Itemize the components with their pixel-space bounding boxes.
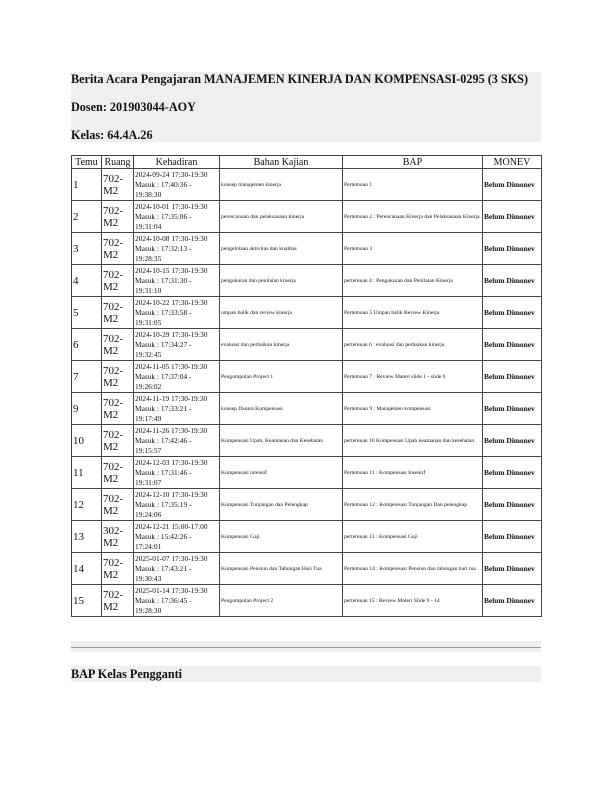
kehadiran-jadwal: 2024-11-05 17:30-19:30 [135,361,208,371]
table-row [72,201,542,233]
cell-monev: Belum Dimonev [483,361,542,393]
cell-temu: 5 [72,297,102,329]
cell-kehadiran [134,425,220,457]
cell-bahan-kajian: umpan balik dan review kinerja [220,297,343,329]
cell-ruang: 702-M2 [102,201,134,233]
cell-monev: Belum Dimonev [483,233,542,265]
cell-temu: 12 [72,489,102,521]
cell-bahan-kajian: perencanaan dan pelaksanaan kinerja [220,201,343,233]
cell-ruang: 302-M2 [102,521,134,553]
kehadiran-jadwal: 2024-12-03 17:30-19:30 [135,457,208,467]
cell-bap: pertemuan 10 Kompensasi Upah keamanan dan kesehatan [343,425,483,457]
cell-bahan-kajian: Kompensasi Gaji [220,521,343,553]
table-row [72,521,542,553]
kehadiran-jadwal: 2024-10-15 17:30-19:30 [135,265,208,275]
cell-bahan-kajian: konsep manajemen kinerja [220,169,343,201]
kehadiran-masuk: Masuk : 17:31:30 - 19:31:10 [135,275,192,295]
cell-ruang: 702-M2 [102,329,134,361]
cell-bap: pertemuan 15 : Review Materi Slide 9 - 14 [343,585,483,617]
kehadiran-masuk: Masuk : 17:33:58 - 19:31:05 [135,307,192,327]
cell-kehadiran [134,201,220,233]
kehadiran-masuk: Masuk : 17:33:21 - 19:17:49 [135,403,192,423]
cell-temu: 10 [72,425,102,457]
cell-bap: pertemuan 4 : Pengukuran dan Penilaian Kinerja [343,265,483,297]
cell-kehadiran [134,489,220,521]
header-monev: MONEV [483,156,542,169]
cell-bahan-kajian: evaluasi dan perbaikan kinerja [220,329,343,361]
kehadiran-jadwal: 2024-12-21 15:00-17:00 [135,521,208,531]
cell-bap: Pertemuan 11 : Kompensasi Insentif [343,457,483,489]
cell-kehadiran [134,457,220,489]
cell-bahan-kajian: konsep Dasara Kompensasi [220,393,343,425]
cell-kehadiran [134,169,220,201]
cell-bahan-kajian: pengelolaan aktivitas dan kualitas [220,233,343,265]
table-row [72,361,542,393]
table-header-row [72,156,542,169]
cell-kehadiran [134,585,220,617]
cell-bap: Pertemuan 7 : Review Materi slide 1 - slide 6 [343,361,483,393]
cell-bap: Pertemuan 1 [343,169,483,201]
kehadiran-jadwal: 2024-10-29 17:30-19:30 [135,329,208,339]
header-bahan-kajian: Bahan Kajian [220,156,343,169]
cell-kehadiran [134,297,220,329]
cell-temu: 14 [72,553,102,585]
cell-temu: 15 [72,585,102,617]
kehadiran-masuk: Masuk : 17:37:04 - 19:26:02 [135,371,192,391]
table-row [72,297,542,329]
dosen-line: Dosen: 201903044-AOY [71,100,196,114]
cell-temu: 1 [72,169,102,201]
cell-bap: Pertemuan 9 : Manajemen kompensasi [343,393,483,425]
cell-kehadiran [134,233,220,265]
cell-ruang: 702-M2 [102,553,134,585]
cell-monev: Belum Dimonev [483,169,542,201]
cell-monev: Belum Dimonev [483,393,542,425]
cell-bahan-kajian: Kompensasi Tunjangan dan Pelengkap [220,489,343,521]
table-row [72,553,542,585]
cell-monev: Belum Dimonev [483,553,542,585]
header-kehadiran: Kehadiran [134,156,220,169]
cell-temu: 7 [72,361,102,393]
cell-kehadiran [134,553,220,585]
kehadiran-jadwal: 2024-12-10 17:30-19:30 [135,489,208,499]
cell-temu: 9 [72,393,102,425]
cell-kehadiran [134,521,220,553]
table-row [72,265,542,297]
cell-bap: Pertemuan 12 : Kompensasi Tunjangan Dan pelengkap [343,489,483,521]
kehadiran-jadwal: 2024-10-08 17:30-19:30 [135,233,208,243]
kehadiran-jadwal: 2024-09-24 17:30-19:30 [135,169,208,179]
kehadiran-masuk: Masuk : 17:34:27 - 19:32:45 [135,339,192,359]
kehadiran-masuk: Masuk : 17:40:36 - 19:38:30 [135,179,192,199]
cell-bahan-kajian: pengukuran dan penilaian kinerja [220,265,343,297]
cell-monev: Belum Dimonev [483,201,542,233]
cell-kehadiran [134,265,220,297]
course-title: Berita Acara Pengajaran MANAJEMEN KINERJA DAN KOMPENSASI-0295 (3 SKS) [71,72,529,86]
section-title: BAP Kelas Pengganti [71,667,183,681]
divider [71,647,541,648]
kehadiran-masuk: Masuk : 17:35:19 - 19:24:06 [135,499,192,519]
cell-bahan-kajian: Kompensasi Pensiun dan Tabungan Hari Tua [220,553,343,585]
cell-ruang: 702-M2 [102,585,134,617]
cell-temu: 4 [72,265,102,297]
kelas-line: Kelas: 64.4A.26 [71,128,153,142]
table-row [72,457,542,489]
cell-monev: Belum Dimonev [483,457,542,489]
cell-temu: 11 [72,457,102,489]
table-row [72,393,542,425]
kehadiran-masuk: Masuk : 17:36:45 - 19:28:30 [135,595,192,615]
kehadiran-jadwal: 2024-11-19 17:30-19:30 [135,393,208,403]
cell-bahan-kajian: Kompensasi Upah, Keamanan dan Kesehatan [220,425,343,457]
table-row [72,329,542,361]
cell-temu: 3 [72,233,102,265]
table-row [72,489,542,521]
cell-monev: Belum Dimonev [483,297,542,329]
cell-ruang: 702-M2 [102,297,134,329]
cell-kehadiran [134,361,220,393]
table-row [72,425,542,457]
cell-ruang: 702-M2 [102,425,134,457]
cell-monev: Belum Dimonev [483,521,542,553]
kehadiran-jadwal: 2025-01-14 17:30-19:30 [135,585,208,595]
kehadiran-masuk: Masuk : 17:43:21 - 19:30:43 [135,563,192,583]
header-temu: Temu [72,156,102,169]
cell-bahan-kajian: Pengumpulan Project 2 [220,585,343,617]
cell-monev: Belum Dimonev [483,585,542,617]
cell-bap: pertemuan 6 : evaluasi dan perbaikan kinerja [343,329,483,361]
cell-monev: Belum Dimonev [483,265,542,297]
cell-monev: Belum Dimonev [483,329,542,361]
cell-kehadiran [134,393,220,425]
cell-ruang: 702-M2 [102,233,134,265]
cell-ruang: 702-M2 [102,265,134,297]
cell-temu: 13 [72,521,102,553]
kehadiran-masuk: Masuk : 17:42:46 - 19:15:57 [135,435,192,455]
cell-bap: Pertemuan 3 [343,233,483,265]
kehadiran-masuk: Masuk : 17:31:46 - 19:31:07 [135,467,192,487]
cell-bahan-kajian: Kompensasi intensif [220,457,343,489]
table-row [72,585,542,617]
header-bap: BAP [343,156,483,169]
cell-kehadiran [134,329,220,361]
kehadiran-jadwal: 2024-10-01 17:30-19:30 [135,201,208,211]
cell-monev: Belum Dimonev [483,425,542,457]
kehadiran-masuk: Masuk : 15:42:26 - 17:24:01 [135,531,192,551]
cell-bap: Pertemuan 5 Umpan balik Review Kinerja [343,297,483,329]
cell-ruang: 702-M2 [102,169,134,201]
kehadiran-jadwal: 2024-11-26 17:30-19:30 [135,425,208,435]
cell-ruang: 702-M2 [102,457,134,489]
cell-ruang: 702-M2 [102,489,134,521]
header-ruang: Ruang [102,156,134,169]
cell-monev: Belum Dimonev [483,489,542,521]
cell-ruang: 702-M2 [102,361,134,393]
attendance-table [71,155,542,617]
cell-bap: pertemuan 13 : Kompensasi Gaji [343,521,483,553]
cell-bap: Pertemuan 2 : Perencanaan Kinerja dan Pelaksanaan Kinerja [343,201,483,233]
table-row [72,169,542,201]
cell-temu: 6 [72,329,102,361]
cell-temu: 2 [72,201,102,233]
cell-ruang: 702-M2 [102,393,134,425]
cell-bap: Pertemuan 14 : Kompensasi Pensiun dan tabungan hari tua [343,553,483,585]
table-row [72,233,542,265]
cell-bahan-kajian: Pengumpulan Project 1 [220,361,343,393]
kehadiran-jadwal: 2025-01-07 17:30-19:30 [135,553,208,563]
kehadiran-masuk: Masuk : 17:32:13 - 19:28:35 [135,243,192,263]
kehadiran-jadwal: 2024-10-22 17:30-19:30 [135,297,208,307]
kehadiran-masuk: Masuk : 17:35:06 - 19:31:04 [135,211,192,231]
